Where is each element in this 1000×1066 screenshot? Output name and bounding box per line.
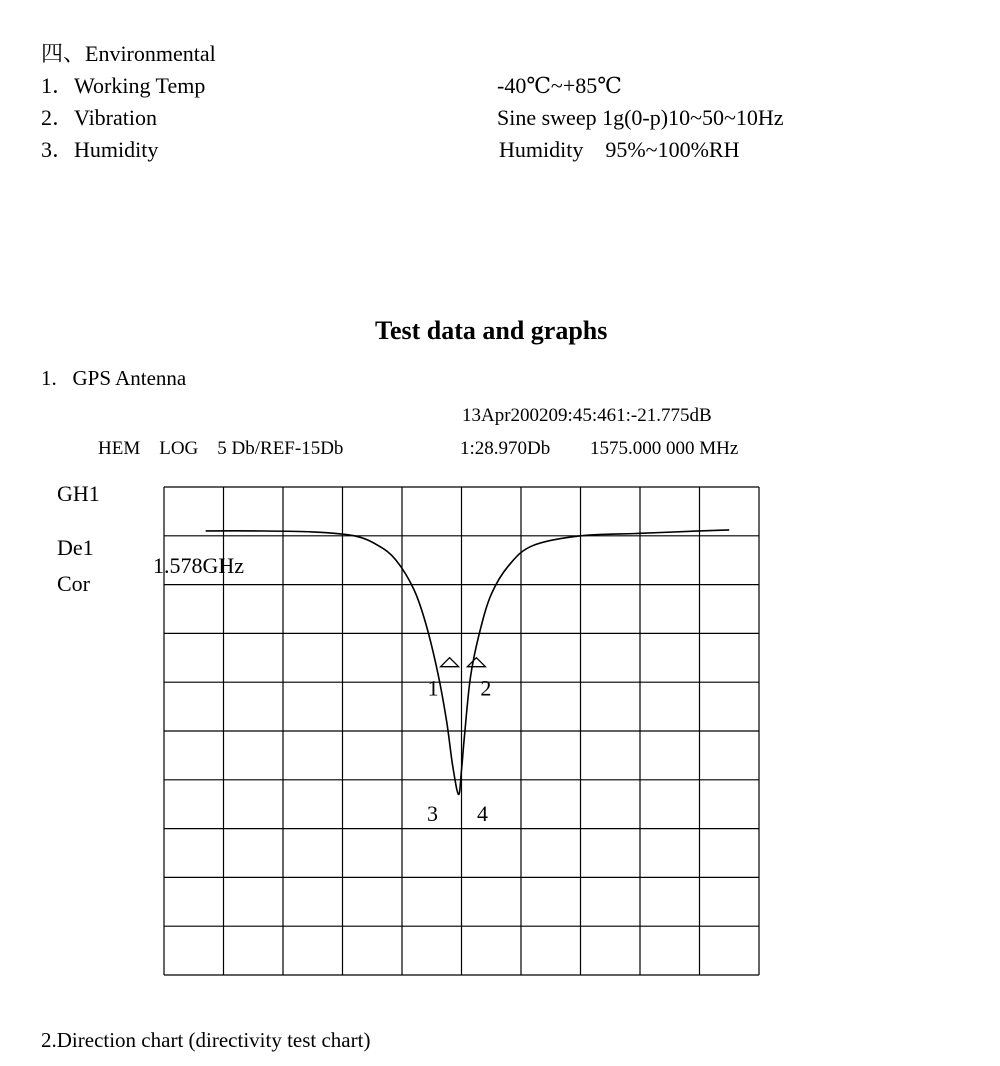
side-label-gh1: GH1 xyxy=(57,481,100,506)
center-frequency: 1575.000 000 MHz xyxy=(590,438,739,459)
marker-2-label: 2 xyxy=(480,675,492,701)
env-item-label-working-temp: 1．Working Temp xyxy=(41,73,206,98)
gps-antenna-heading: 1. GPS Antenna xyxy=(41,366,187,390)
marker1-value: 1:28.970Db xyxy=(460,438,551,459)
env-item-label-humidity: 3．Humidity xyxy=(41,137,159,162)
env-item-value-vibration: Sine sweep 1g(0-p)10~50~10Hz xyxy=(497,105,784,130)
side-label-cor: Cor xyxy=(57,571,90,596)
scale-info: HEM LOG 5 Db/REF-15Db xyxy=(98,438,344,459)
env-item-value-humidity: Humidity 95%~100%RH xyxy=(499,137,740,162)
marker-2-icon xyxy=(467,658,485,667)
frequency-label: 1.578GHz xyxy=(153,553,245,578)
env-item-value-working-temp: -40℃~+85℃ xyxy=(497,73,622,98)
env-item-label-vibration: 2．Vibration xyxy=(41,105,157,130)
chart-markers xyxy=(428,658,492,701)
marker-1-icon xyxy=(441,658,459,667)
chart-grid xyxy=(164,487,759,975)
environmental-heading: 四、Environmental xyxy=(41,41,216,66)
annotation-3: 3 xyxy=(427,801,438,826)
marker-1-label: 1 xyxy=(427,675,439,701)
series-line xyxy=(206,530,730,795)
side-label-del: De1 xyxy=(57,535,94,560)
section-title: Test data and graphs xyxy=(375,316,608,345)
marker-readout: 13Apr200209:45:461:-21.775dB xyxy=(462,405,712,426)
annotation-4: 4 xyxy=(477,801,488,826)
direction-chart-heading: 2.Direction chart (directivity test chart) xyxy=(41,1028,371,1052)
